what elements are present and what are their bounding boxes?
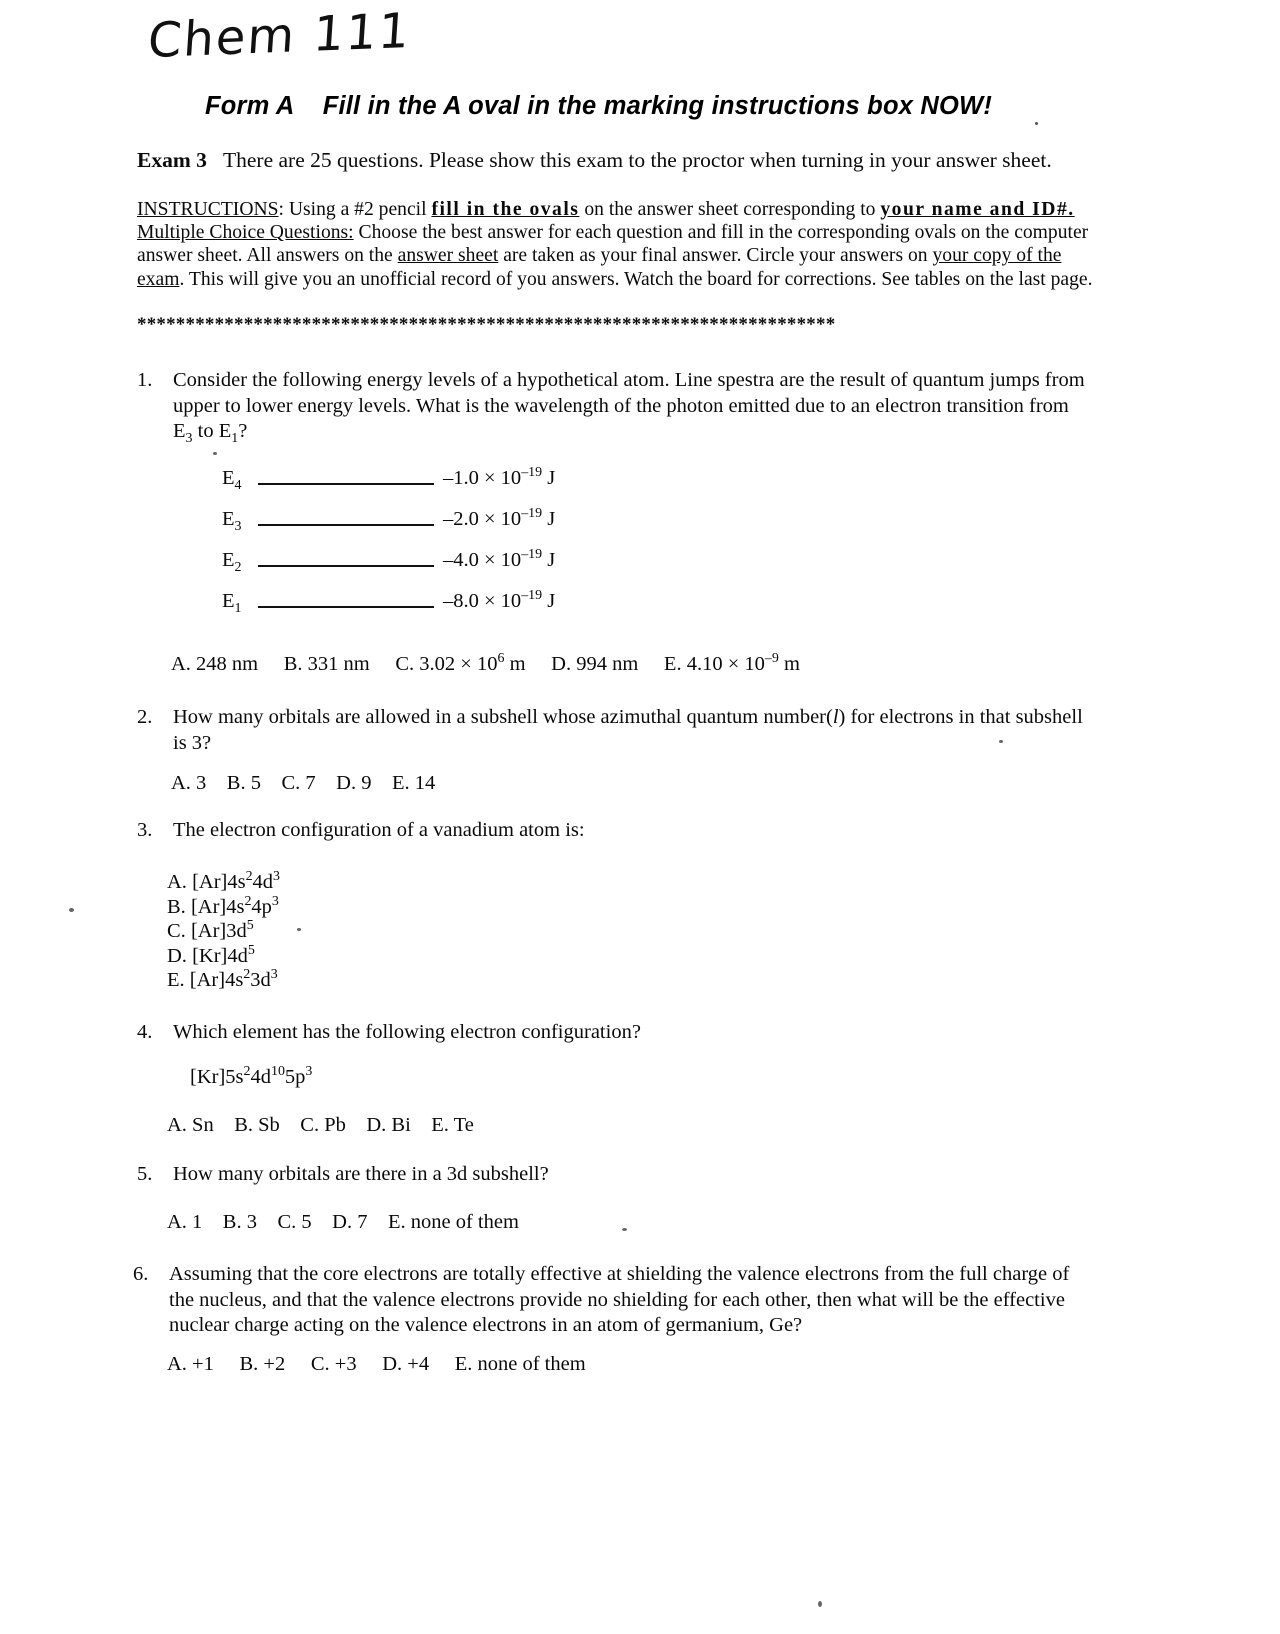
question-6-line-3: nuclear charge acting on the valence electrons in an atom of germanium, Ge? — [169, 1314, 803, 1336]
instructions-fill-ovals-emphasis: fill in the ovals — [431, 199, 580, 220]
instructions-body-e: . This will give you an unofficial record of you answers. Watch the board for corrections. See tables on the last page. — [179, 268, 1093, 290]
question-2-line-1: How many orbitals are allowed in a subshell whose azimuthal quantum number(l) for electrons in that subshell — [173, 706, 1083, 728]
q1-option-a[interactable]: A. 248 nm — [171, 653, 259, 675]
copy-of-exam-emphasis: your copy of the exam — [137, 245, 1062, 290]
azimuthal-quantum-number-symbol: l — [832, 706, 839, 728]
energy-level-3-line — [258, 524, 434, 526]
e3-label: E — [173, 420, 186, 442]
question-6-number: 6. — [133, 1263, 149, 1285]
question-6 — [133, 1262, 1093, 1339]
question-3-line-1: The electron configuration of a vanadium atom is: — [173, 819, 585, 841]
energy-level-3-value: $-2.0 \times 10^{-19}$ J — [443, 506, 556, 530]
energy-level-2 — [222, 540, 555, 581]
energy-level-1 — [222, 581, 555, 622]
energy-level-3 — [222, 499, 555, 540]
question-1 — [137, 368, 1097, 445]
energy-level-1-line — [258, 606, 434, 608]
energy-level-3-label: $E_3$ — [222, 508, 242, 535]
scan-artifact-speck — [297, 928, 301, 931]
energy-level-4-label: $E_4$ — [222, 467, 242, 494]
question-1-answers — [171, 652, 800, 677]
instructions-block — [137, 198, 1105, 291]
scan-artifact-speck — [69, 908, 74, 912]
question-1-line-3 — [173, 419, 1085, 445]
question-1-line-1: Consider the following energy levels of a hypothetical atom. Line spestra are the result of quantum jumps from — [173, 369, 1085, 391]
question-2-text — [173, 705, 1083, 756]
e3-subscript: 3 — [185, 431, 193, 447]
q3-option-c[interactable]: C. $[Ar]3d^5$ — [167, 918, 254, 942]
question-2-answers[interactable]: A. 3 B. 5 C. 7 D. 9 E. 14 — [171, 772, 436, 794]
energy-level-4-line — [258, 483, 434, 485]
question-4-number: 4. — [137, 1021, 153, 1043]
energy-level-4-value: $-1.0 \times 10^{-19}$ J — [443, 465, 556, 489]
question-4-answers[interactable]: A. Sn B. Sb C. Pb D. Bi E. Te — [167, 1114, 474, 1136]
scan-artifact-speck — [213, 452, 217, 455]
energy-level-2-label: $E_2$ — [222, 549, 242, 576]
exam-label: Exam 3 — [137, 148, 207, 172]
scan-artifact-speck — [622, 1228, 627, 1231]
energy-level-4 — [222, 458, 555, 499]
q1-option-c[interactable]: C. $3.02 \times 10^6$ m — [395, 651, 526, 675]
energy-level-2-value: $-4.0 \times 10^{-19}$ J — [443, 547, 556, 571]
handwritten-course-note: Chem 111 — [146, 2, 413, 70]
exam-info-line — [137, 148, 1052, 173]
question-5-answers[interactable]: A. 1 B. 3 C. 5 D. 7 E. none of them — [167, 1211, 519, 1233]
answer-sheet-emphasis: answer sheet — [397, 245, 499, 267]
form-header: Form A Fill in the A oval in the marking instructions box NOW! — [205, 92, 993, 120]
q1-option-b[interactable]: B. 331 nm — [283, 653, 370, 675]
instructions-body-c: are taken as your final answer. Circle your answers on — [498, 245, 933, 267]
energy-level-1-label: $E_1$ — [222, 590, 242, 617]
question-4-configuration: $[Kr]5s^24d^{10}5p^3$ — [190, 1064, 313, 1088]
instructions-line1-c: on the answer sheet corresponding to — [579, 199, 881, 220]
question-6-answers[interactable]: A. +1 B. +2 C. +3 D. +4 E. none of them — [167, 1353, 586, 1375]
instructions-line1-a: : Using a #2 pencil — [278, 199, 432, 220]
question-1-line-2: upper to lower energy levels. What is the wavelength of the photon emitted due to an electron transition from — [173, 394, 1069, 417]
q3-option-d[interactable]: D. $[Kr]4d^5$ — [167, 942, 255, 967]
question-mark: ? — [238, 420, 248, 442]
question-4 — [137, 1020, 1097, 1046]
question-2 — [137, 705, 1097, 756]
scan-artifact-speck — [999, 740, 1003, 743]
energy-level-2-line — [258, 565, 434, 567]
q3-option-b[interactable]: B. $[Ar]4s^24p^3$ — [167, 893, 279, 918]
instructions-body-a: Choose the best answer for each question and fill in the corresponding ovals on the computer answer sheet. All answers on the — [137, 222, 1089, 267]
q1-option-e[interactable]: E. $4.10 \times 10^{-9}$ m — [663, 651, 800, 675]
question-4-text — [173, 1020, 641, 1046]
question-3-number: 3. — [137, 819, 153, 841]
q1-option-d[interactable]: D. 994 nm — [551, 653, 639, 675]
question-2-number: 2. — [137, 706, 153, 728]
question-1-text — [173, 368, 1085, 445]
question-5-line-1: How many orbitals are there in a 3d subshell? — [173, 1163, 549, 1185]
question-3 — [137, 818, 1097, 844]
exam-info-text: There are 25 questions. Please show this exam to the proctor when turning in your answer sheet. — [223, 148, 1052, 172]
question-1-number: 1. — [137, 369, 153, 391]
question-5 — [137, 1162, 1097, 1188]
e1-subscript: 1 — [231, 431, 239, 447]
question-5-number: 5. — [137, 1163, 153, 1185]
energy-level-1-value: $-8.0 \times 10^{-19}$ J — [443, 588, 556, 612]
instructions-heading: INSTRUCTIONS — [137, 199, 279, 220]
q3-option-e[interactable]: E. $[Ar]4s^23d^3$ — [167, 967, 278, 991]
instructions-name-id-emphasis: your name and ID#. — [880, 199, 1075, 220]
scan-artifact-dot — [1035, 122, 1038, 125]
question-3-text — [173, 818, 585, 844]
scan-artifact-speck — [818, 1601, 822, 1607]
energy-level-diagram — [222, 458, 555, 622]
question-6-line-1: Assuming that the core electrons are totally effective at shielding the valence electrons from the full charge of — [169, 1263, 1070, 1285]
multiple-choice-heading: Multiple Choice Questions: — [137, 222, 354, 244]
question-2-line-2: is 3? — [173, 731, 212, 754]
question-3-options — [167, 870, 280, 993]
question-5-text — [173, 1162, 549, 1188]
question-4-line-1: Which element has the following electron configuration? — [173, 1021, 641, 1043]
question-6-line-2: the nucleus, and that the valence electrons provide no shielding for each other, then what will be the effective — [169, 1288, 1065, 1311]
separator-asterisks: ************************************************************************ — [137, 314, 836, 335]
transition-to-text: to E — [192, 420, 232, 442]
q3-option-a[interactable]: A. $[Ar]4s^24d^3$ — [167, 869, 281, 893]
question-6-text — [169, 1262, 1069, 1339]
